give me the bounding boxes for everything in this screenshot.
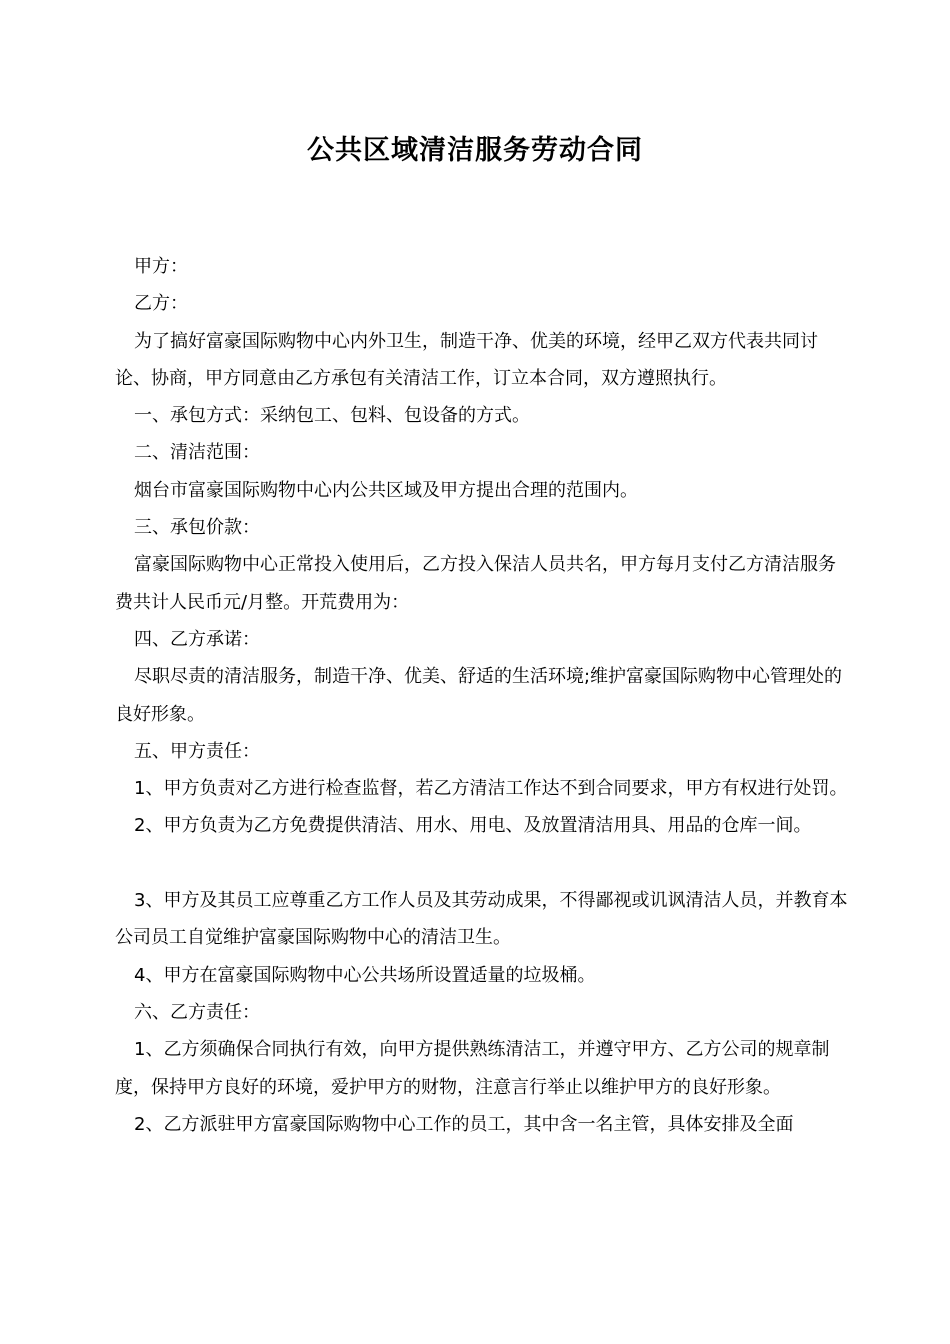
party-a-duty-1: 1、甲方负责对乙方进行检查监督，若乙方清洁工作达不到合同要求，甲方有权进行处罚。 [134,778,848,800]
document-body [115,248,850,1143]
party-a-duty-2: 2、甲方负责为乙方免费提供清洁、用水、用电、及放置清洁用具、用品的仓库一间。 [134,815,812,837]
preamble-paragraph: 为了搞好富豪国际购物中心内外卫生，制造干净、优美的环境，经甲乙双方代表共同讨论、协商，甲方同意由乙方承包有关清洁工作，订立本合同，双方遵照执行。 [115,330,818,389]
party-a-duty-4: 4、甲方在富豪国际购物中心公共场所设置适量的垃圾桶。 [134,964,596,986]
section-4-commitment-text: 尽职尽责的清洁服务，制造干净、优美、舒适的生活环境;维护富豪国际购物中心管理处的良好形象。 [115,666,843,725]
section-3-price-text: 富豪国际购物中心正常投入使用后，乙方投入保洁人员共名，甲方每月支付乙方清洁服务费共计人民币元/月整。开荒费用为： [115,554,836,613]
section-1-contract-method: 一、承包方式：采纳包工、包料、包设备的方式。 [134,405,530,427]
section-2-scope-text: 烟台市富豪国际购物中心内公共区域及甲方提出合理的范围内。 [134,479,638,501]
blank-line [115,845,850,882]
section-3-heading: 三、承包价款： [134,517,260,539]
party-b-duty-2: 2、乙方派驻甲方富豪国际购物中心工作的员工，其中含一名主管，具体安排及全面 [134,1113,794,1135]
document-title: 公共区域清洁服务劳动合同 [307,135,643,166]
party-a-duty-3: 3、甲方及其员工应尊重乙方工作人员及其劳动成果，不得鄙视或讥讽清洁人员，并教育本公司员工自觉维护富豪国际购物中心的清洁卫生。 [115,890,848,949]
party-a-line: 甲方： [134,256,188,277]
section-2-heading: 二、清洁范围： [134,442,260,464]
section-5-heading: 五、甲方责任： [134,740,260,762]
section-4-heading: 四、乙方承诺： [134,628,260,650]
party-b-duty-1: 1、乙方须确保合同执行有效，向甲方提供熟练清洁工，并遵守甲方、乙方公司的规章制度，保持甲方良好的环境，爱护甲方的财物，注意言行举止以维护甲方的良好形象。 [115,1039,830,1098]
party-b-line: 乙方： [134,293,188,315]
section-6-heading: 六、乙方责任： [134,1001,260,1023]
